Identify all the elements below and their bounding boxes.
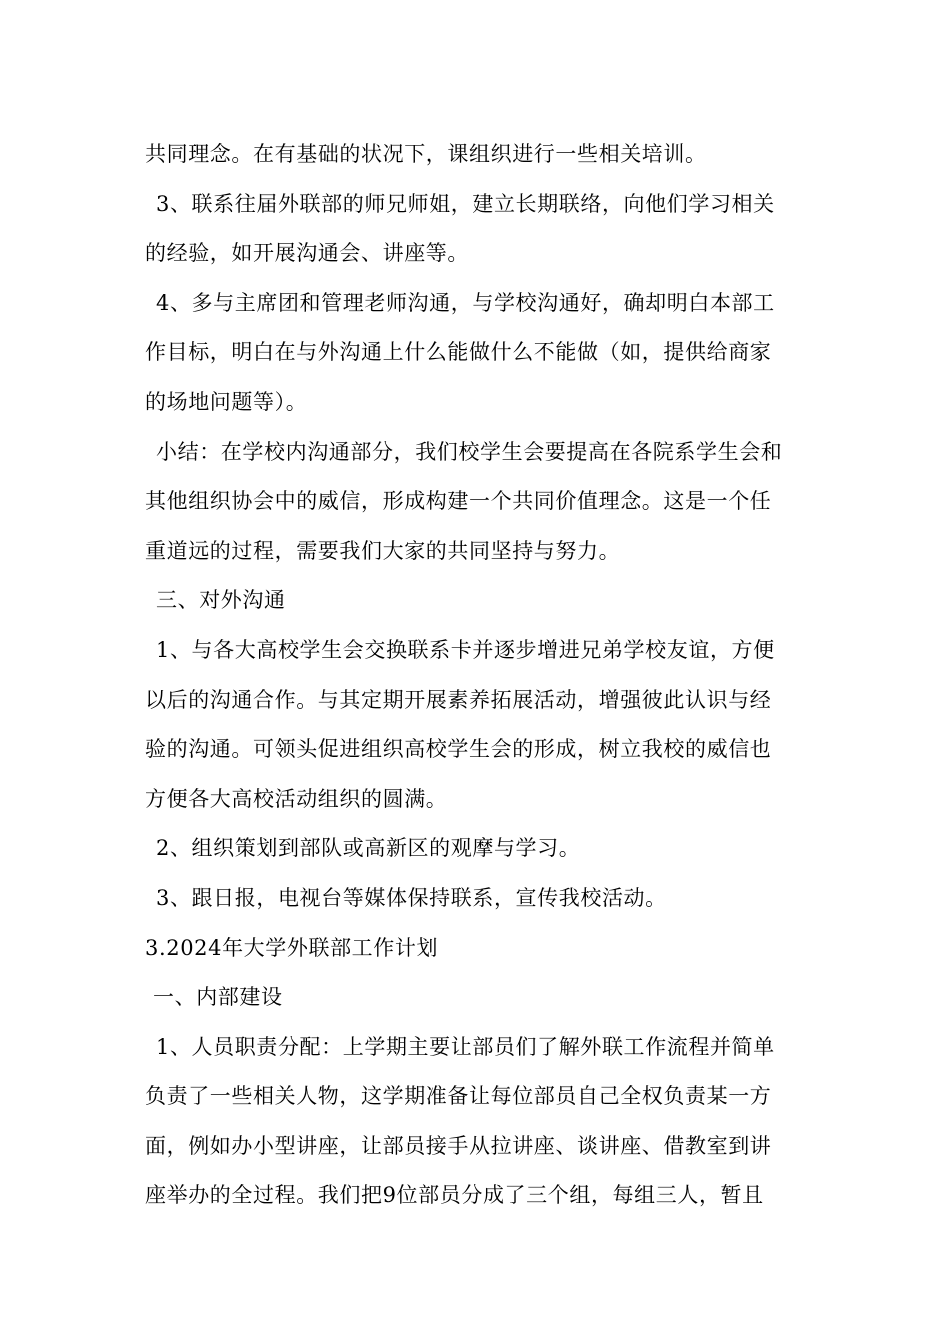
paragraph-line: 3、跟日报，电视台等媒体保持联系，宣传我校活动。 xyxy=(156,885,667,910)
section-heading: 三、对外沟通 xyxy=(156,588,286,613)
paragraph-line: 其他组织协会中的威信，形成构建一个共同价值理念。这是一个任 xyxy=(145,489,772,514)
paragraph-line: 4、多与主席团和管理老师沟通，与学校沟通好，确却明白本部工 xyxy=(156,290,775,315)
paragraph-line: 方便各大高校活动组织的圆满。 xyxy=(145,786,448,811)
paragraph-line: 1、人员职责分配：上学期主要让部员们了解外联工作流程并简单 xyxy=(156,1034,775,1059)
paragraph-line: 负责了一些相关人物，这学期准备让每位部员自己全权负责某一方 xyxy=(145,1084,772,1109)
paragraph-line: 小结：在学校内沟通部分，我们校学生会要提高在各院系学生会和 xyxy=(156,439,783,464)
section-heading: 一、内部建设 xyxy=(153,985,283,1010)
paragraph-line: 的场地问题等）。 xyxy=(145,389,308,414)
paragraph-line: 3、联系往届外联部的师兄师姐，建立长期联络，向他们学习相关 xyxy=(156,191,775,216)
paragraph-line: 验的沟通。可领头促进组织高校学生会的形成，树立我校的威信也 xyxy=(145,737,772,762)
paragraph-line: 共同理念。在有基础的状况下，课组织进行一些相关培训。 xyxy=(145,142,707,166)
document-heading: 3.2024年大学外联部工作计划 xyxy=(145,935,439,960)
paragraph-line: 1、与各大高校学生会交换联系卡并逐步增进兄弟学校友谊，方便 xyxy=(156,637,775,662)
paragraph-line: 以后的沟通合作。与其定期开展素养拓展活动，增强彼此认识与经 xyxy=(145,687,772,712)
paragraph-line: 2、组织策划到部队或高新区的观摩与学习。 xyxy=(156,836,581,861)
paragraph-line: 作目标，明白在与外沟通上什么能做什么不能做（如，提供给商家 xyxy=(145,340,772,365)
paragraph-line: 面，例如办小型讲座，让部员接手从拉讲座、谈讲座、借教室到讲 xyxy=(145,1133,772,1158)
document-body xyxy=(145,130,815,1221)
paragraph-line: 座举办的全过程。我们把9位部员分成了三个组，每组三人，暂且 xyxy=(145,1183,764,1208)
paragraph-line: 的经验，如开展沟通会、讲座等。 xyxy=(145,241,469,266)
paragraph-line: 重道远的过程，需要我们大家的共同坚持与努力。 xyxy=(145,538,621,563)
